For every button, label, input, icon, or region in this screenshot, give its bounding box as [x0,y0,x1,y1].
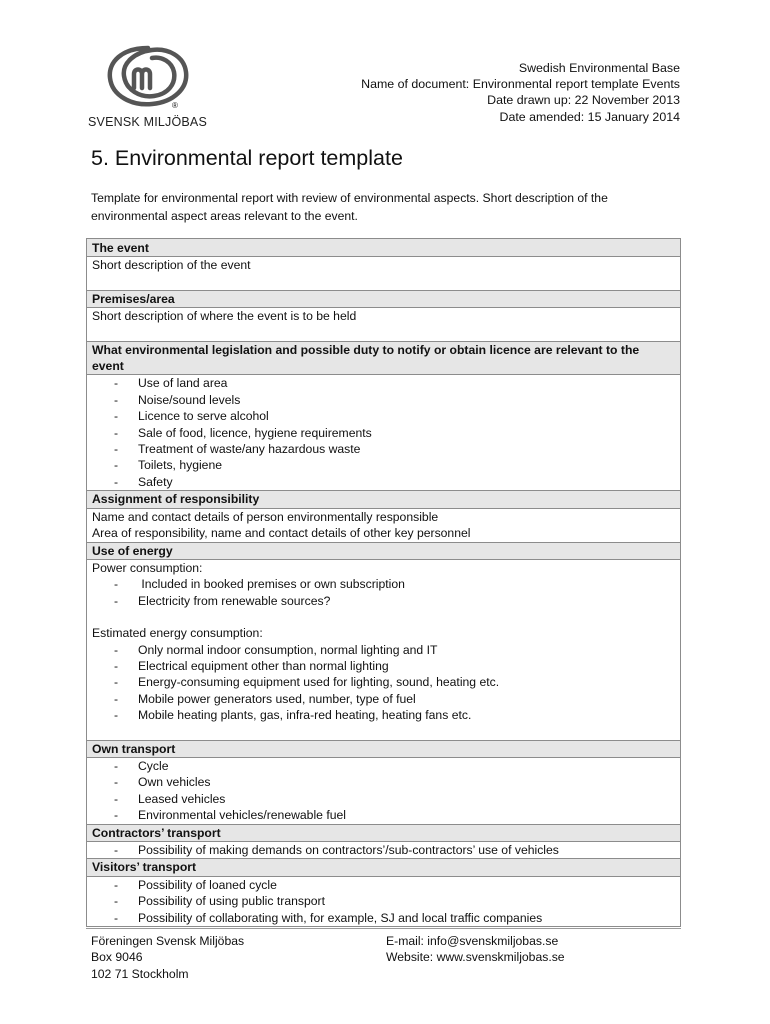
list-item [92,441,674,457]
dash: - [114,843,119,857]
responsibility-line: Area of responsibility, name and contact details of other key personnel [92,526,471,541]
estimated-consumption-label: Estimated energy consumption: [92,626,263,641]
section-body-visitors-transport [87,876,681,926]
document-meta [361,60,680,125]
list-item-text: Environmental vehicles/renewable fuel [138,808,346,823]
section-heading-event: The event [87,239,681,257]
list-item-text: Licence to serve alcohol [138,409,269,424]
list-item-text: Sale of food, licence, hygiene requirements [138,425,372,440]
list-item [92,457,674,473]
list-item-text: Electricity from renewable sources? [138,593,331,608]
footer-contact [386,933,565,966]
spacer [92,609,674,625]
dash: - [114,791,119,806]
dash: - [114,376,119,391]
dash: - [114,392,119,407]
section-heading-premises: Premises/area [87,290,681,307]
event-description: Short description of the event [92,258,251,273]
dash: - [114,458,119,473]
meta-date-amended: Date amended: 15 January 2014 [499,109,680,124]
footer-org-name: Föreningen Svensk Miljöbas [91,934,245,948]
logo-spiral-icon [102,42,194,110]
list-item [92,910,674,926]
logo-text: SVENSK MILJÖBAS [88,115,208,129]
list-item [92,791,674,807]
meta-organization: Swedish Environmental Base [518,61,680,75]
dash: - [114,425,119,440]
list-item-text: Noise/sound levels [138,392,241,407]
list-item [92,593,674,609]
section-body-legislation [87,375,681,491]
list-item [92,807,674,823]
dash: - [114,658,119,673]
intro-paragraph: Template for environmental report with review of environmental aspects. Short description of the environmental aspect areas relevant to the event. [91,191,608,223]
dash: - [114,577,119,592]
list-item [92,474,674,490]
dash: - [114,894,119,909]
list-item-text: Only normal indoor consumption, normal lighting and IT [138,642,438,657]
dash: - [114,708,119,723]
list-item-text: Mobile power generators used, number, type of fuel [138,691,416,706]
list-item-text: Possibility of loaned cycle [138,877,277,892]
footer-city: 102 71 Stockholm [91,966,189,981]
list-item [92,392,674,408]
list-item [92,758,674,774]
list-item-text: Energy-consuming equipment used for lighting, sound, heating etc. [138,675,500,690]
list-item-text: Possibility of using public transport [138,894,325,909]
dash: - [114,593,119,608]
list-item [92,425,674,441]
spacer [92,325,674,341]
dash: - [114,808,119,823]
dash: - [114,691,119,706]
list-item [92,707,674,723]
list-item [92,842,674,858]
responsibility-line: Name and contact details of person environmentally responsible [92,509,439,524]
dash: - [114,442,119,457]
list-item [92,658,674,674]
list-item-text: Possibility of making demands on contractors’/sub-contractors’ use of vehicles [138,843,559,857]
svensk-miljobas-logo [88,42,208,132]
list-item-text: Mobile heating plants, gas, infra-red heating, heating fans etc. [138,708,472,723]
dash: - [114,675,119,690]
section-heading-contractors-transport: Contractors’ transport [87,824,681,841]
list-item [92,774,674,790]
section-heading-own-transport: Own transport [87,740,681,757]
list-item-text: Toilets, hygiene [138,458,223,473]
meta-date-drawn: Date drawn up: 22 November 2013 [487,93,680,108]
list-item-text: Safety [138,474,173,489]
section-body-contractors-transport [87,842,681,859]
list-item-text: Leased vehicles [138,791,226,806]
list-item [92,375,674,391]
section-body-responsibility [87,508,681,542]
list-item-text: Cycle [138,758,169,773]
spacer [92,724,674,740]
section-body-energy [87,559,681,740]
environmental-report-table [86,238,681,927]
list-item [92,408,674,424]
spacer [92,274,674,290]
section-body-own-transport [87,757,681,824]
list-item [92,642,674,658]
dash: - [114,758,119,773]
list-item [92,691,674,707]
power-consumption-label: Power consumption: [92,560,203,575]
list-item-text: Possibility of collaborating with, for example, SJ and local traffic companies [138,910,543,925]
premises-description: Short description of where the event is to be held [92,309,357,324]
dash: - [114,409,119,424]
list-item-text: Included in booked premises or own subscription [138,577,405,592]
dash: - [114,877,119,892]
list-item-text: Use of land area [138,376,228,391]
section-heading-visitors-transport: Visitors’ transport [87,859,681,876]
list-item-text: Treatment of waste/any hazardous waste [138,442,361,457]
list-item-text: Own vehicles [138,775,211,790]
meta-document-name: Name of document: Environmental report template Events [361,77,680,92]
list-item [92,576,674,592]
logo-registered-mark: ® [172,101,178,110]
list-item [92,674,674,690]
section-heading-legislation: What environmental legislation and possible duty to notify or obtain licence are relevant to the event [87,341,681,375]
page-footer [86,928,681,981]
footer-address [91,933,244,982]
footer-box: Box 9046 [91,950,143,965]
list-item [92,877,674,893]
section-heading-responsibility: Assignment of responsibility [87,491,681,508]
dash: - [114,642,119,657]
list-item [92,893,674,909]
dash: - [114,910,119,925]
section-heading-energy: Use of energy [87,542,681,559]
page-title: 5. Environmental report template [91,146,403,170]
list-item-text: Electrical equipment other than normal lighting [138,658,389,673]
footer-website: Website: www.svenskmiljobas.se [386,950,565,965]
section-body-event [87,257,681,290]
dash: - [114,775,119,790]
footer-email: E-mail: info@svenskmiljobas.se [386,934,559,948]
dash: - [114,474,119,489]
section-body-premises [87,308,681,341]
